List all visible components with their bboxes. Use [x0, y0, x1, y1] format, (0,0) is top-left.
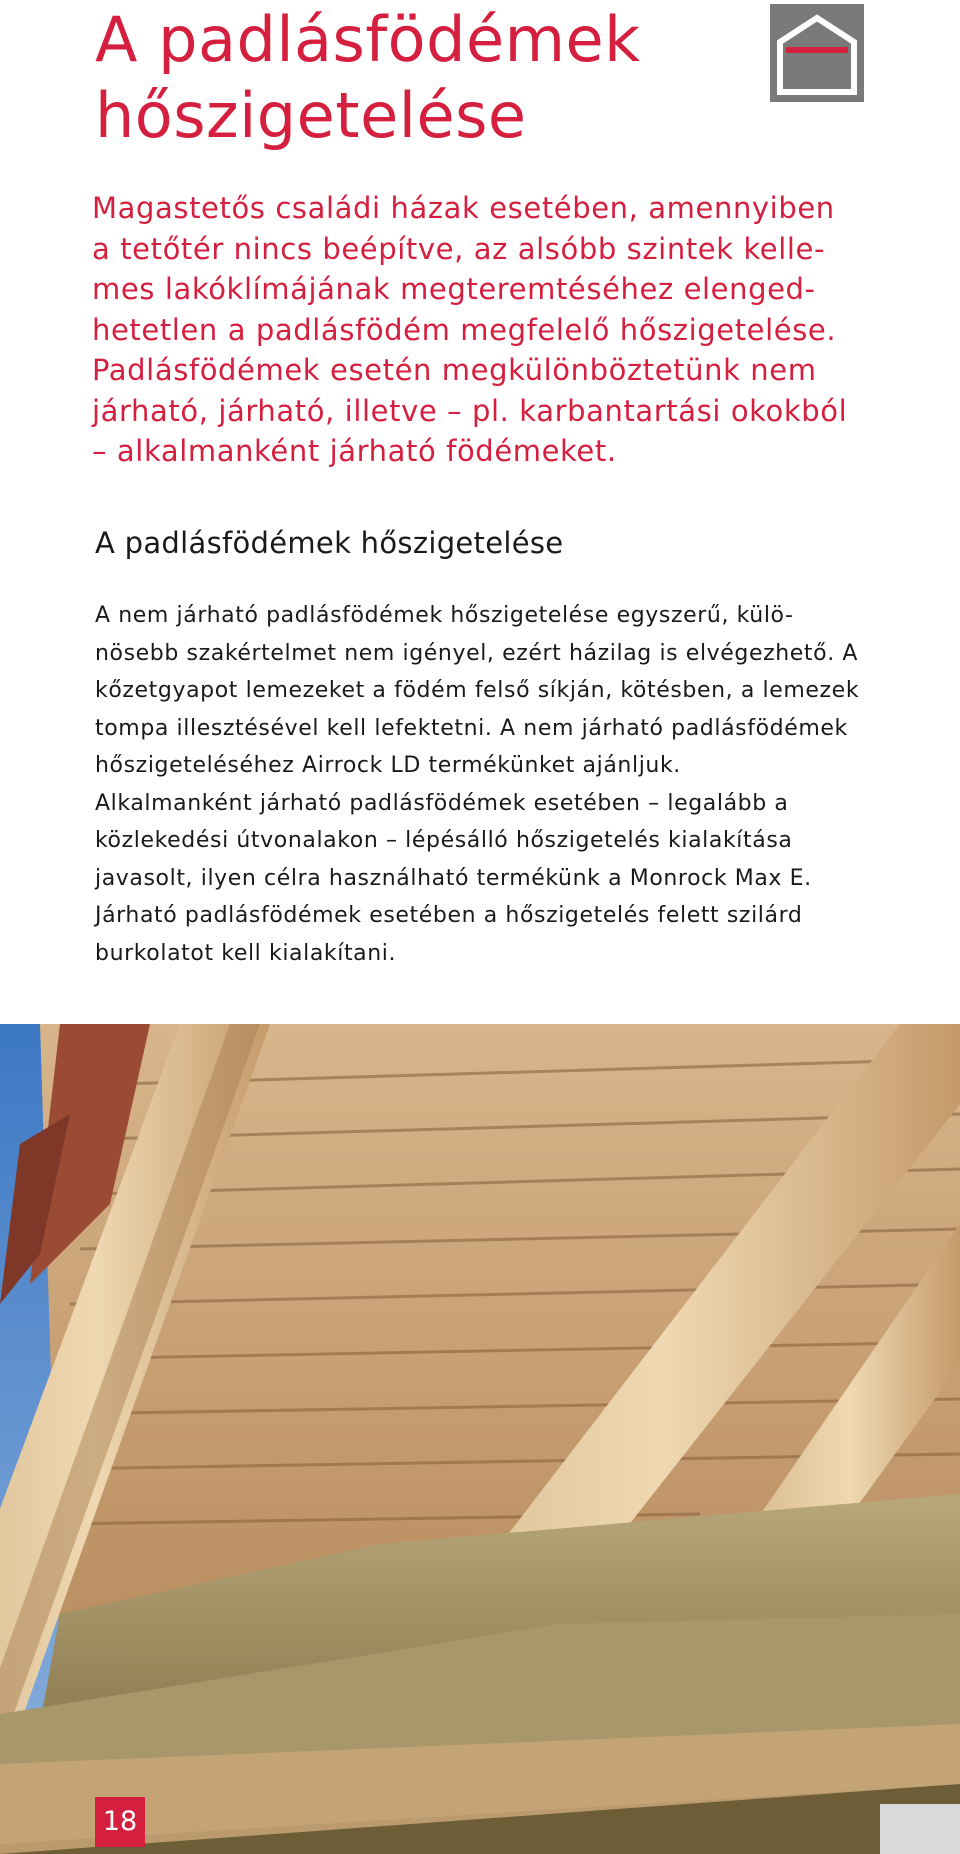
page-title [95, 2, 735, 154]
intro-line: – alkalmanként járható födémeket. [92, 434, 617, 468]
body-paragraph [95, 597, 895, 972]
body-line: tompa illesztésével kell lefektetni. A nem járható padlásfödémek [95, 715, 848, 741]
body-line: burkolatot kell kialakítani. [95, 940, 397, 966]
body-line: hőszigeteléséhez Airrock LD termékünket ajánljuk. [95, 753, 681, 778]
page-number: 18 [95, 1797, 145, 1847]
intro-line: hetetlen a padlásfödém megfelelő hőszigetelése. [92, 312, 837, 347]
body-line: A nem járható padlásfödémek hőszigetelése egyszerű, külö- [95, 603, 794, 628]
house-roof-icon [770, 4, 864, 102]
intro-paragraph [92, 188, 892, 472]
intro-line: Padlásfödémek esetén megkülönböztetünk nem [92, 353, 817, 387]
section-heading: A padlásfödémek hőszigetelése [95, 526, 564, 560]
body-line: kőzetgyapot lemezeket a födém felső síkján, kötésben, a lemezek [95, 678, 860, 703]
page-title-line: A padlásfödémek [95, 3, 641, 76]
body-line: javasolt, ilyen célra használható termékünk a Monrock Max E. [95, 865, 812, 891]
body-line: közlekedési útvonalakon – lépésálló hőszigetelés kialakítása [95, 828, 793, 853]
intro-line: mes lakóklímájának megteremtéséhez elenged- [92, 272, 816, 306]
intro-line: a tetőtér nincs beépítve, az alsóbb szintek kelle- [92, 231, 826, 266]
body-line: nösebb szakértelmet nem igényel, ezért házilag is elvégezhető. A [95, 640, 859, 666]
body-line: Járható padlásfödémek esetében a hőszigetelés felett szilárd [95, 903, 803, 928]
page-title-line: hőszigetelése [95, 79, 527, 152]
attic-insulation-photo [0, 1024, 960, 1854]
intro-line: járható, járható, illetve – pl. karbantartási okokból [92, 393, 848, 428]
body-line: Alkalmanként járható padlásfödémek esetében – legalább a [95, 790, 789, 816]
intro-line: Magastetős családi házak esetében, amennyiben [92, 191, 835, 225]
